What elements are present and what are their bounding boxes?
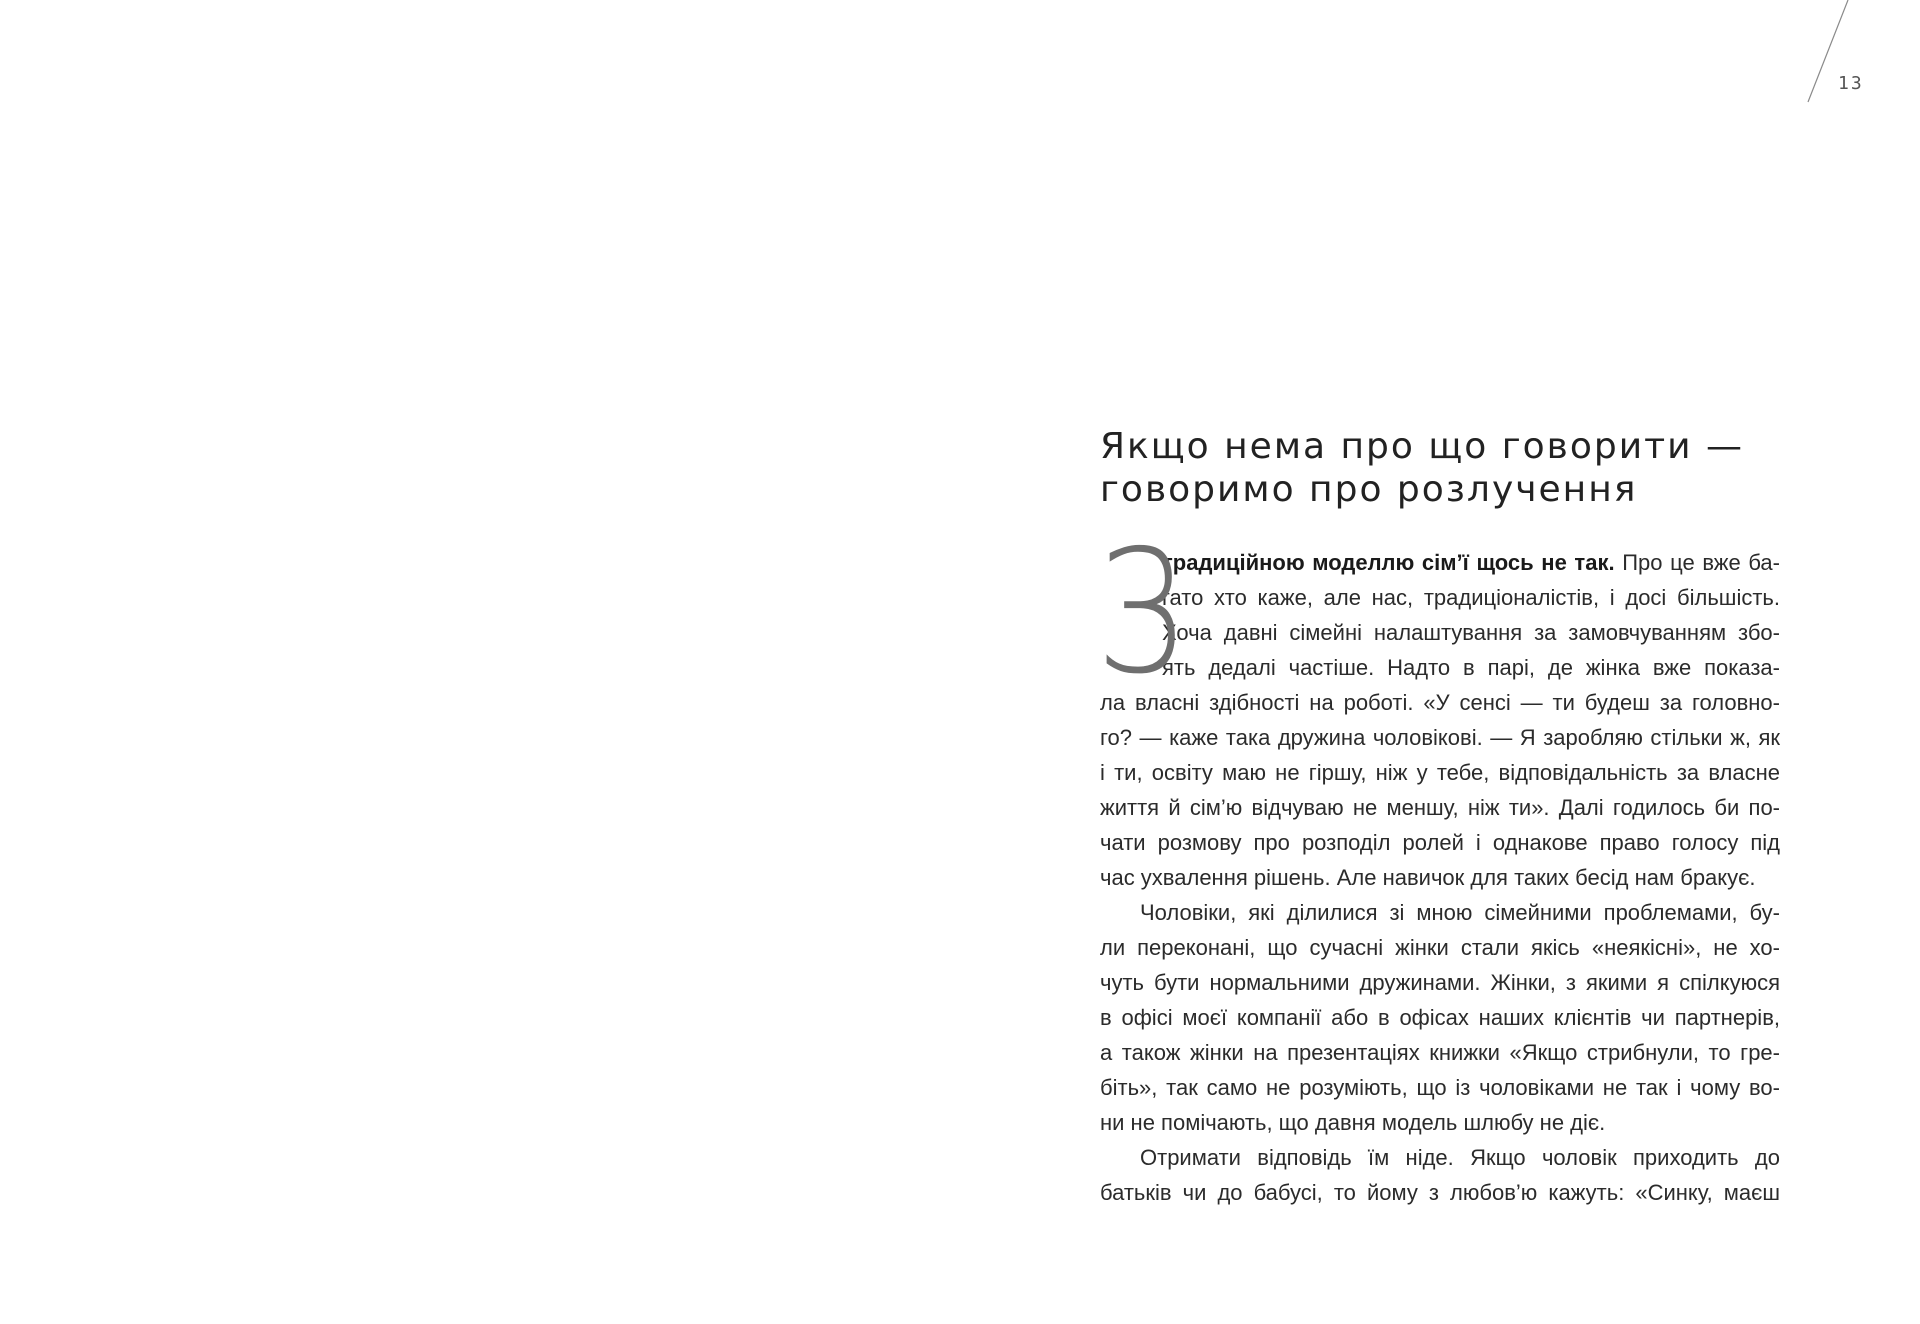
drop-cap: З [1096, 514, 1185, 712]
body-text [1096, 514, 1780, 1210]
chapter-title-line-2: говоримо про розлучення [1100, 469, 1638, 510]
body-line: ять дедалі частіше. Надто в парі, де жінка вже показа- [1162, 655, 1780, 680]
body-line: батьків чи до бабусі, то йому з любов’ю кажуть: «Синку, маєш [1100, 1180, 1780, 1205]
body-line: Чоловіки, які ділилися зі мною сімейними проблемами, бу- [1140, 900, 1780, 925]
body-line: чати розмову про розподіл ролей і однакове право голосу під [1100, 830, 1780, 855]
body-line: ла власні здібності на роботі. «У сенсі — ти будеш за головно- [1100, 690, 1780, 715]
body-line: в офісі моєї компанії або в офісах наших клієнтів чи партнерів, [1100, 1005, 1780, 1030]
lead-bold-phrase: традиційною моделлю сім’ї щось не так. [1162, 550, 1615, 575]
body-line: Хоча давні сімейні налаштування за замовчуванням збо- [1162, 620, 1780, 645]
chapter-title [1100, 425, 1800, 511]
body-line: час ухвалення рішень. Але навичок для таких бесід нам бракує. [1100, 865, 1756, 890]
body-line: біть», так само не розуміють, що із чоловіками не так і чому во- [1100, 1075, 1780, 1100]
body-line-text: Про це вже ба- [1614, 550, 1780, 575]
body-line: а також жінки на презентаціях книжки «Якщо стрибнули, то гре- [1100, 1040, 1780, 1065]
body-line: і ти, освіту маю не гіршу, ніж у тебе, відповідальність за власне [1100, 760, 1780, 785]
chapter-title-line-1: Якщо нема про що говорити — [1100, 426, 1744, 467]
body-line: го? — каже така дружина чоловікові. — Я заробляю стільки ж, як [1100, 725, 1780, 750]
body-line: ни не помічають, що давня модель шлюбу не діє. [1100, 1110, 1606, 1135]
body-line: життя й сім’ю відчуваю не меншу, ніж ти». Далі годилось би по- [1100, 795, 1780, 820]
body-line: гато хто каже, але нас, традиціоналістів, і досі більшість. [1162, 585, 1780, 610]
body-line: Отримати відповідь їм ніде. Якщо чоловік приходить до [1140, 1145, 1780, 1170]
body-line: чуть бути нормальними дружинами. Жінки, з якими я спілкуюся [1100, 970, 1780, 995]
page-number: 13 [1838, 73, 1864, 94]
body-line: ли переконані, що сучасні жінки стали якісь «неякісні», не хо- [1100, 935, 1780, 960]
body-line [1162, 545, 1780, 580]
